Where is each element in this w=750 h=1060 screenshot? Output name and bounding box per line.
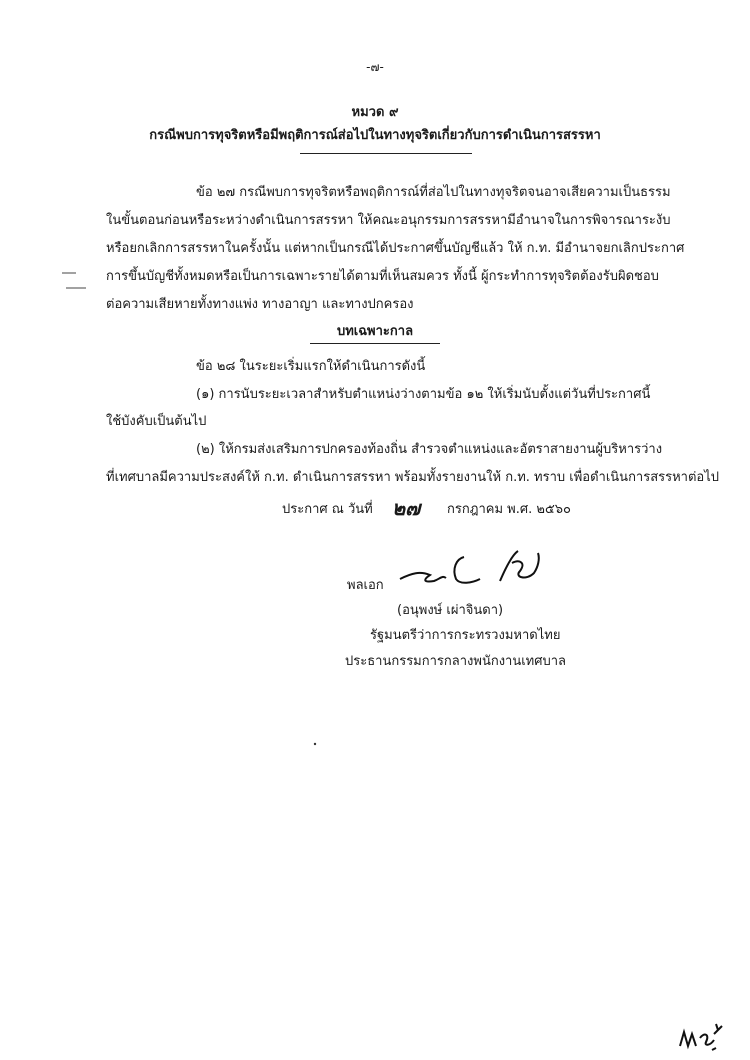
announcement-prefix: ประกาศ ณ วันที่ [282, 502, 373, 517]
margin-scribble [60, 268, 90, 298]
signatory-name: (อนุพงษ์ เผ่าจินดา) [397, 603, 504, 618]
handwritten-initials-icon [676, 1016, 736, 1056]
transitional-heading: บทเฉพาะกาล [336, 324, 414, 339]
clause-27-line: ข้อ ๒๗ กรณีพบการทุจริตหรือพฤติการณ์ที่ส่อไปในทางทุจริตจนอาจเสียความเป็นธรรม [196, 185, 671, 200]
transitional-underline [310, 343, 440, 344]
signatory-position-2: ประธานกรรมการกลางพนักงานเทศบาล [345, 654, 567, 669]
page-number: -๗- [366, 60, 384, 74]
clause-28-item-1-cont: ใช้บังคับเป็นต้นไป [106, 414, 207, 429]
chapter-title: กรณีพบการทุจริตหรือมีพฤติการณ์ส่อไปในทางทุจริตเกี่ยวกับการดำเนินการสรรหา [149, 128, 601, 143]
clause-28-intro: ข้อ ๒๘ ในระยะเริ่มแรกให้ดำเนินการดังนี้ [196, 359, 426, 374]
signatory-position-1: รัฐมนตรีว่าการกระทรวงมหาดไทย [370, 628, 561, 643]
clause-28-item-2: (๒) ให้กรมส่งเสริมการปกครองท้องถิ่น สำรวจตำแหน่งและอัตราสายงานผู้บริหารว่าง [196, 442, 663, 457]
clause-28-item-1: (๑) การนับระยะเวลาสำหรับตำแหน่งว่างตามข้อ ๑๒ ให้เริ่มนับตั้งแต่วันที่ประกาศนี้ [196, 387, 651, 402]
chapter-heading: หมวด ๙ [351, 105, 399, 120]
clause-27-line: การขึ้นบัญชีทั้งหมดหรือเป็นการเฉพาะรายได้ตามที่เห็นสมควร ทั้งนี้ ผู้กระทำการทุจริตต้องรับผิดชอบ [106, 269, 659, 284]
clause-28-item-2-cont: ที่เทศบาลมีความประสงค์ให้ ก.ท. ดำเนินการสรรหา พร้อมทั้งรายงานให้ ก.ท. ทราบ เพื่อดำเนินการสรรหาต่อไป [106, 470, 720, 485]
clause-27-line: ในขั้นตอนก่อนหรือระหว่างดำเนินการสรรหา ให้คณะอนุกรรมการสรรหามีอำนาจในการพิจารณาระงับ [106, 213, 671, 228]
handwritten-day: ๒๗ [392, 496, 421, 520]
signature-rank: พลเอก [347, 578, 384, 593]
announcement-month-year: กรกฎาคม พ.ศ. ๒๕๖๐ [447, 502, 571, 517]
title-underline [300, 153, 472, 154]
clause-27-line: ต่อความเสียหายทั้งทางแพ่ง ทางอาญา และทางปกครอง [106, 297, 414, 312]
clause-27-line: หรือยกเลิกการสรรหาในครั้งนั้น แต่หากเป็นกรณีได้ประกาศขึ้นบัญชีแล้ว ให้ ก.ท. มีอำนาจยกเลิกประกาศ [106, 241, 685, 256]
handwritten-signature [394, 545, 554, 593]
speck [312, 740, 320, 748]
